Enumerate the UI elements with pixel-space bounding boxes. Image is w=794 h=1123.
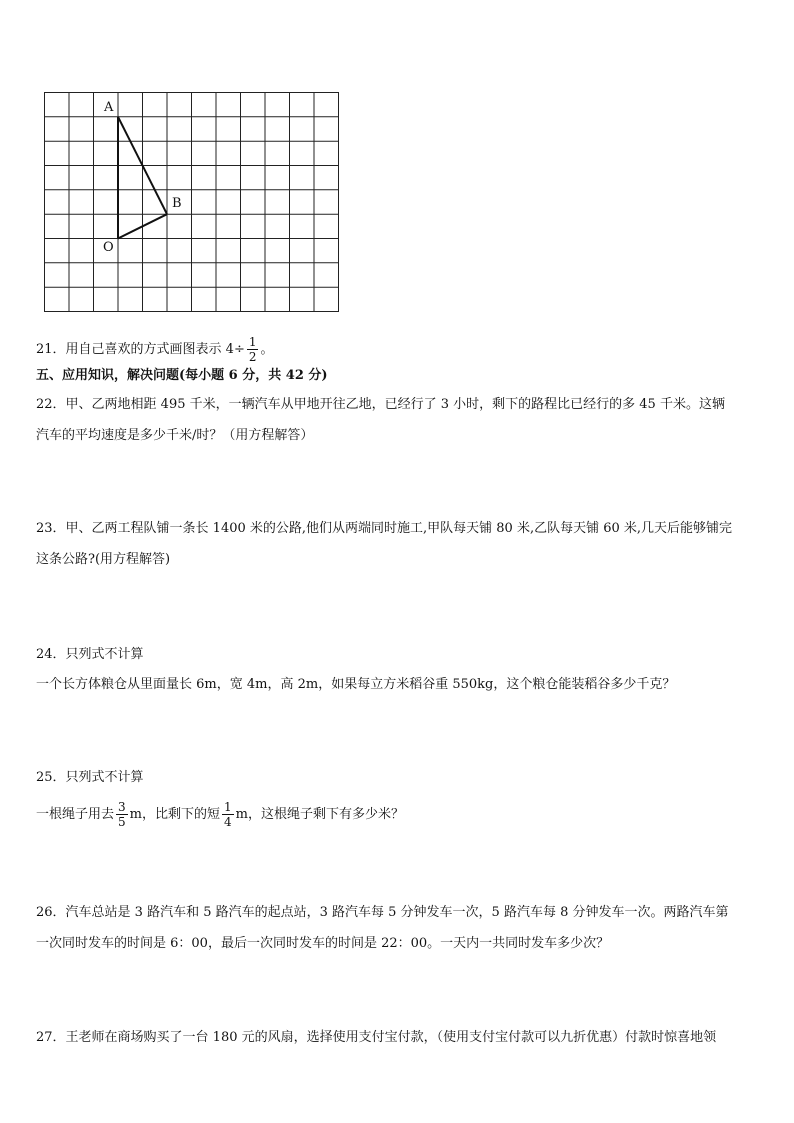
grid-figure — [36, 86, 346, 318]
question-24-body: 一个长方体粮仓从里面量长 6m，宽 4m，高 2m，如果每立方米稻谷重 550kg，这个粮仓能装稻谷多少千克？ — [36, 677, 676, 692]
grid-lines — [45, 93, 339, 312]
question-25-title: 25．只列式不计算 — [36, 770, 144, 785]
section-5-heading: 五、应用知识，解决问题(每小题 6 分，共 42 分) — [36, 368, 328, 383]
q21-fraction: $\frac{1}{2}$ — [248, 335, 257, 364]
q25-part1: 一根绳子用去 — [36, 807, 115, 822]
q21-text: 21．用自己喜欢的方式画图表示 4÷ — [36, 342, 245, 357]
q21-end: 。 — [260, 342, 274, 357]
label-point-b: B — [172, 196, 182, 211]
question-26-line1: 26．汽车总站是 3 路汽车和 5 路汽车的起点站，3 路汽车每 5 分钟发车一次，5 路汽车每 8 分钟发车一次。两路汽车第 — [36, 905, 729, 920]
q25-part2: m，比剩下的短 — [129, 807, 220, 822]
question-25-body — [36, 798, 404, 832]
question-22-line1: 22．甲、乙两地相距 495 千米，一辆汽车从甲地开往乙地，已经行了 3 小时，剩下的路程比已经行的多 45 千米。这辆 — [36, 397, 725, 412]
question-23-line1: 23．甲、乙两工程队铺一条长 1400 米的公路,他们从两端同时施工,甲队每天铺 80 米,乙队每天铺 60 米,几天后能够铺完 — [36, 521, 733, 536]
question-24-title: 24．只列式不计算 — [36, 647, 144, 662]
question-21 — [36, 335, 274, 364]
q25-fraction-2: $\frac{1}{4}$ — [223, 800, 232, 829]
question-23-line2: 这条公路?(用方程解答) — [36, 552, 171, 567]
label-point-a: A — [104, 100, 114, 115]
q25-fraction-1: $\frac{3}{5}$ — [118, 800, 126, 829]
question-22-line2: 汽车的平均速度是多少千米/时？（用方程解答） — [36, 428, 314, 443]
q25-part3: m，这根绳子剩下有多少米？ — [235, 807, 404, 822]
question-27-line1: 27．王老师在商场购买了一台 180 元的风扇，选择使用支付宝付款，（使用支付宝付款可以九折优惠）付款时惊喜地领 — [36, 1030, 717, 1045]
label-point-o: O — [103, 240, 114, 255]
question-26-line2: 一次同时发车的时间是 6：00，最后一次同时发车的时间是 22：00。一天内一共同时发车多少次？ — [36, 936, 610, 951]
